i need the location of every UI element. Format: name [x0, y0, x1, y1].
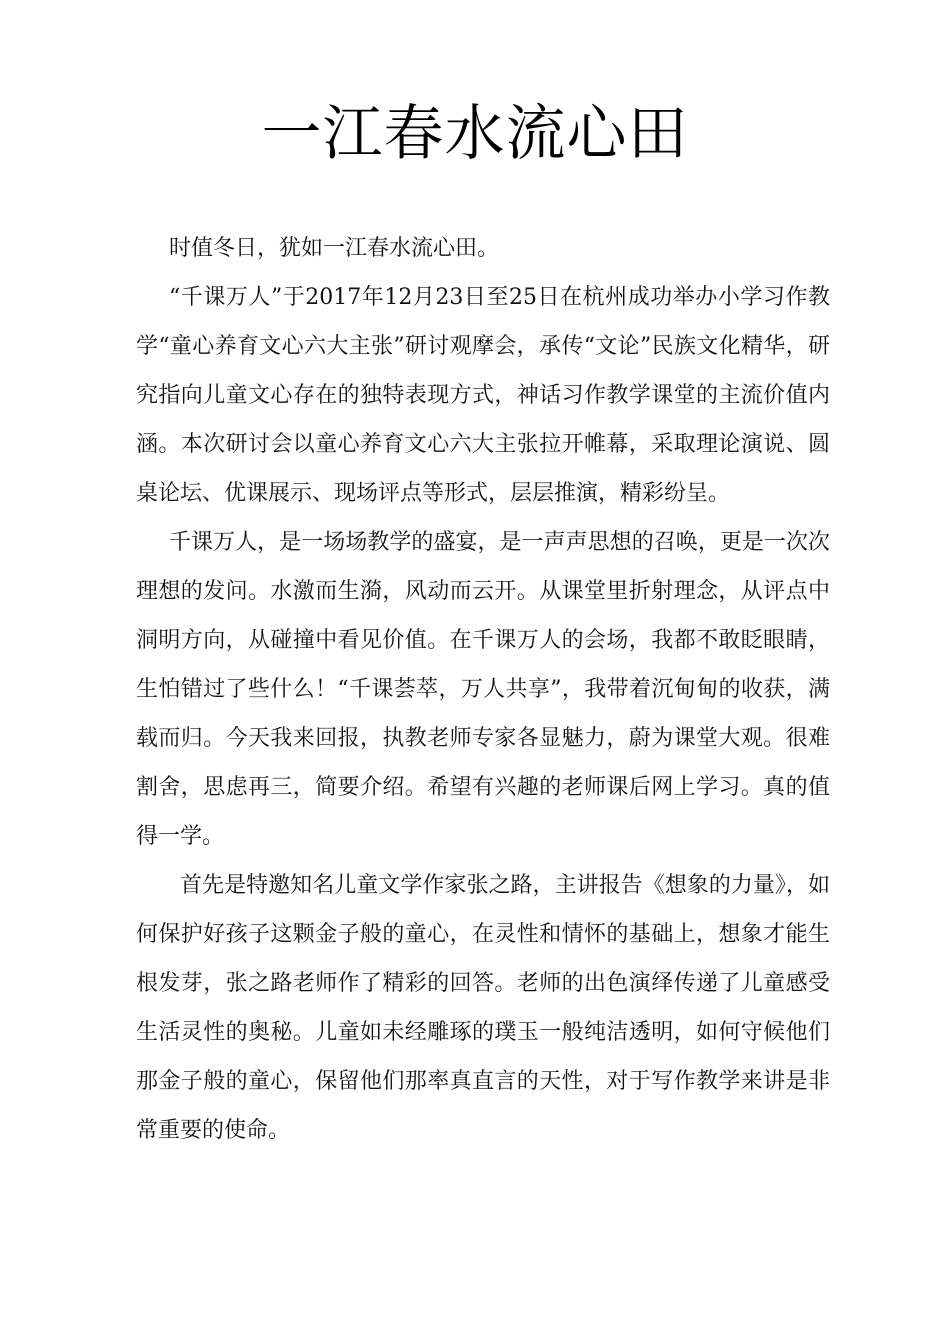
document-body [136, 224, 830, 1155]
paragraph-1: 时值冬日，犹如一江春水流心田。 [169, 236, 500, 261]
paragraph-4: 首先是特邀知名儿童文学作家张之路，主讲报告《想象的力量》，如何保护好孩子这颗金子般的童心，在灵性和情怀的基础上，想象才能生根发芽，张之路老师作了精彩的回答。老师的出色演绎传递了儿童感受生活灵性的奥秘。儿童如未经雕琢的璞玉一般纯洁透明，如何守候他们那金子般的童心，保留他们那率真直言的天性，对于写作教学来讲是非常重要的使命。 [136, 873, 830, 1143]
paragraph-3: 千课万人，是一场场教学的盛宴，是一声声思想的召唤，更是一次次理想的发问。水激而生漪，风动而云开。从课堂里折射理念，从评点中洞明方向，从碰撞中看见价值。在千课万人的会场，我都不敢眨眼睛，生怕错过了些什么！“千课荟萃，万人共享”，我带着沉甸甸的收获，满载而归。今天我来回报，执教老师专家各显魅力，蔚为课堂大观。很难割舍，思虑再三，简要介绍。希望有兴趣的老师课后网上学习。真的值得一学。 [136, 530, 830, 849]
paragraph-2: “千课万人”于2017年12月23日至25日在杭州成功举办小学习作教学“童心养育文心六大主张”研讨观摩会，承传“文论”民族文化精华，研究指向儿童文心存在的独特表现方式，神话习作教学课堂的主流价值内涵。本次研讨会以童心养育文心六大主张拉开帷幕，采取理论演说、圆桌论坛、优课展示、现场评点等形式，层层推演，精彩纷呈。 [136, 285, 830, 506]
document-title: 一江春水流心田 [261, 99, 689, 169]
